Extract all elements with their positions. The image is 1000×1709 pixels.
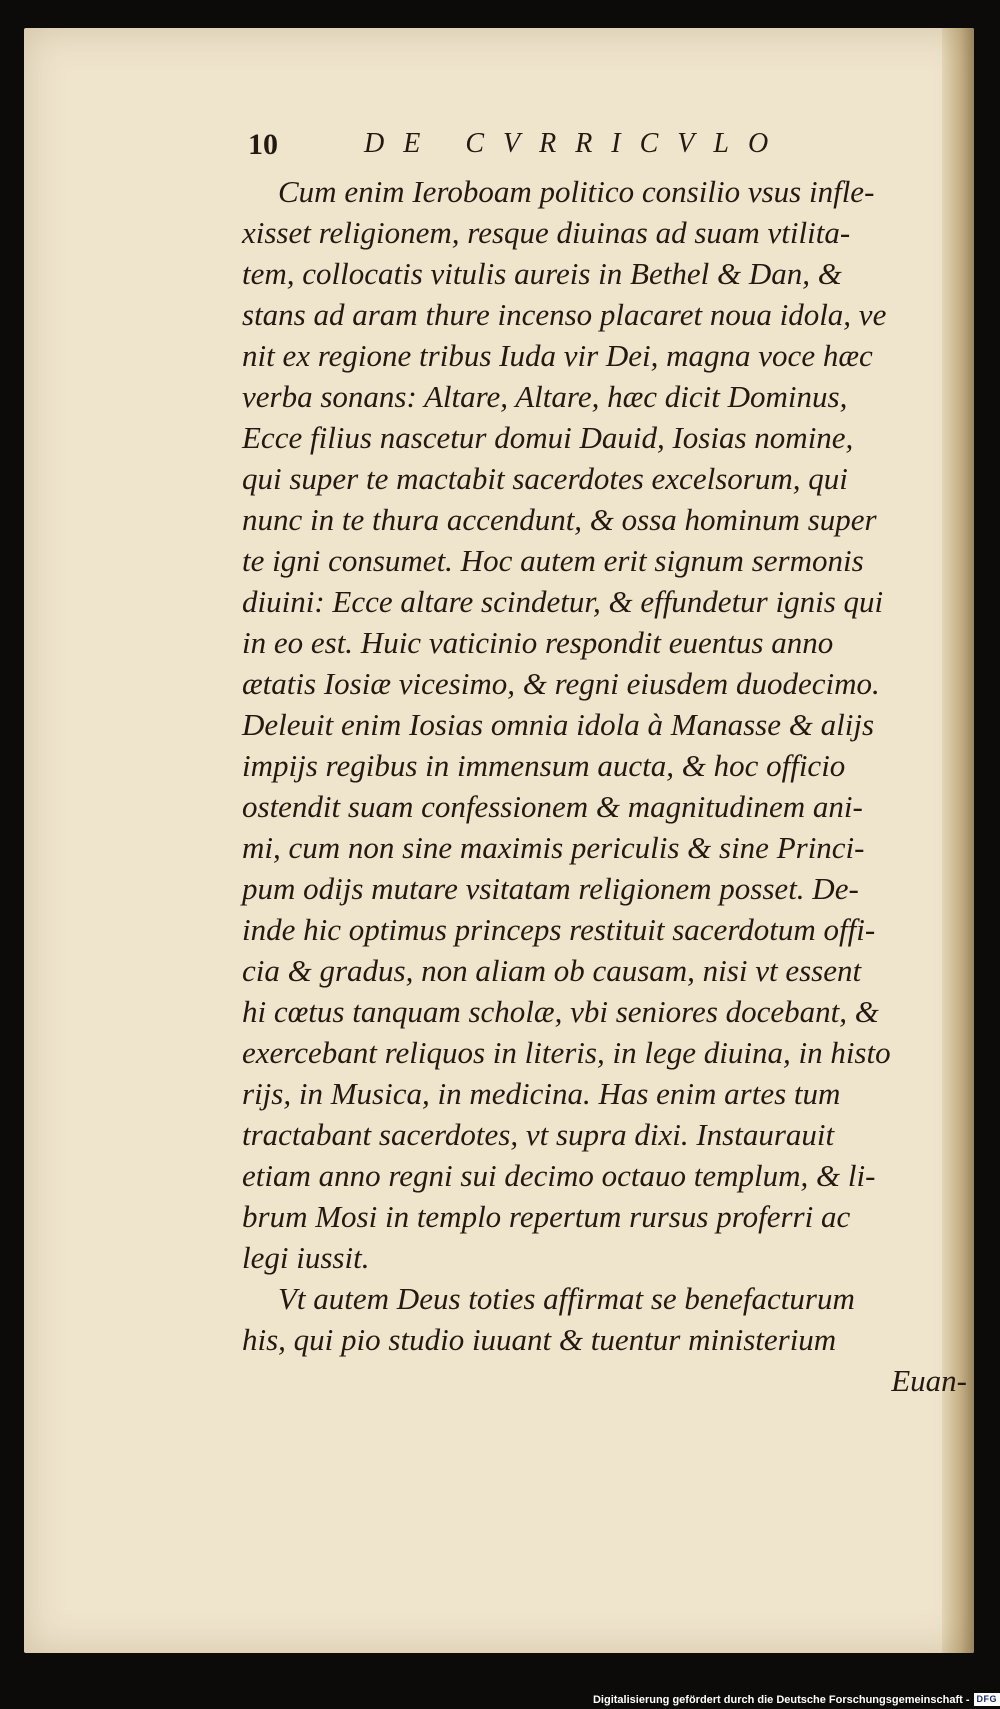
text-line: qui super te mactabit sacerdotes excelsorum, qui xyxy=(242,461,848,496)
text-line: Deleuit enim Iosias omnia idola à Manasse & alijs xyxy=(242,707,875,742)
book-page xyxy=(24,28,974,1653)
text-line: impijs regibus in immensum aucta, & hoc officio xyxy=(242,748,846,783)
text-line: in eo est. Huic vaticinio respondit euentus anno xyxy=(242,625,834,660)
text-line: diuini: Ecce altare scindetur, & effundetur ignis qui xyxy=(242,584,884,619)
text-line: hi cœtus tanquam scholæ, vbi seniores docebant, & xyxy=(242,994,879,1029)
text-line: nunc in te thura accendunt, & ossa hominum super xyxy=(242,502,877,537)
digitization-credit xyxy=(580,1690,1000,1709)
credit-text: Digitalisierung gefördert durch die Deutsche Forschungsgemeinschaft - xyxy=(592,1693,970,1706)
paragraph-2 xyxy=(242,1278,967,1360)
text-line: xisset religionem, resque diuinas ad suam vtilita- xyxy=(242,215,851,250)
text-line: rijs, in Musica, in medicina. Has enim artes tum xyxy=(242,1076,841,1111)
text-line: verba sonans: Altare, Altare, hæc dicit Dominus, xyxy=(242,379,848,414)
paragraph-1 xyxy=(242,171,967,1278)
text-line: tem, collocatis vitulis aureis in Bethel & Dan, & xyxy=(242,256,842,291)
page-number: 10 xyxy=(248,128,278,161)
text-line: Ecce filius nascetur domui Dauid, Iosias nomine, xyxy=(242,420,854,455)
text-line: his, qui pio studio iuuant & tuentur ministerium xyxy=(242,1322,837,1357)
text-line: stans ad aram thure incenso placaret noua idola, ve xyxy=(242,297,887,332)
catchword: Euan- xyxy=(891,1363,967,1398)
text-line: inde hic optimus princeps restituit sacerdotum offi- xyxy=(242,912,876,947)
text-line: pum odijs mutare vsitatam religionem posset. De- xyxy=(242,871,859,906)
text-line: exercebant reliquos in literis, in lege diuina, in histo xyxy=(242,1035,891,1070)
text-line: Cum enim Ieroboam politico consilio vsus infle- xyxy=(278,174,875,209)
text-line: nit ex regione tribus Iuda vir Dei, magna voce hæc xyxy=(242,338,873,373)
text-line: te igni consumet. Hoc autem erit signum sermonis xyxy=(242,543,864,578)
text-line: cia & gradus, non aliam ob causam, nisi vt essent xyxy=(242,953,862,988)
text-line: ostendit suam confessionem & magnitudinem ani- xyxy=(242,789,863,824)
body-text xyxy=(242,171,967,1401)
running-head: DE CVRRICVLO xyxy=(364,128,788,159)
text-line: ætatis Iosiæ vicesimo, & regni eiusdem duodecimo. xyxy=(242,666,880,701)
text-line: legi iussit. xyxy=(242,1240,370,1275)
text-line: etiam anno regni sui decimo octauo templum, & li- xyxy=(242,1158,876,1193)
text-line: brum Mosi in templo repertum rursus proferri ac xyxy=(242,1199,851,1234)
page-header xyxy=(224,128,964,168)
text-line: tractabant sacerdotes, vt supra dixi. Instaurauit xyxy=(242,1117,835,1152)
dfg-logo: DFG xyxy=(974,1693,1000,1706)
text-line: Vt autem Deus toties affirmat se benefacturum xyxy=(278,1281,855,1316)
text-line: mi, cum non sine maximis periculis & sine Princi- xyxy=(242,830,865,865)
